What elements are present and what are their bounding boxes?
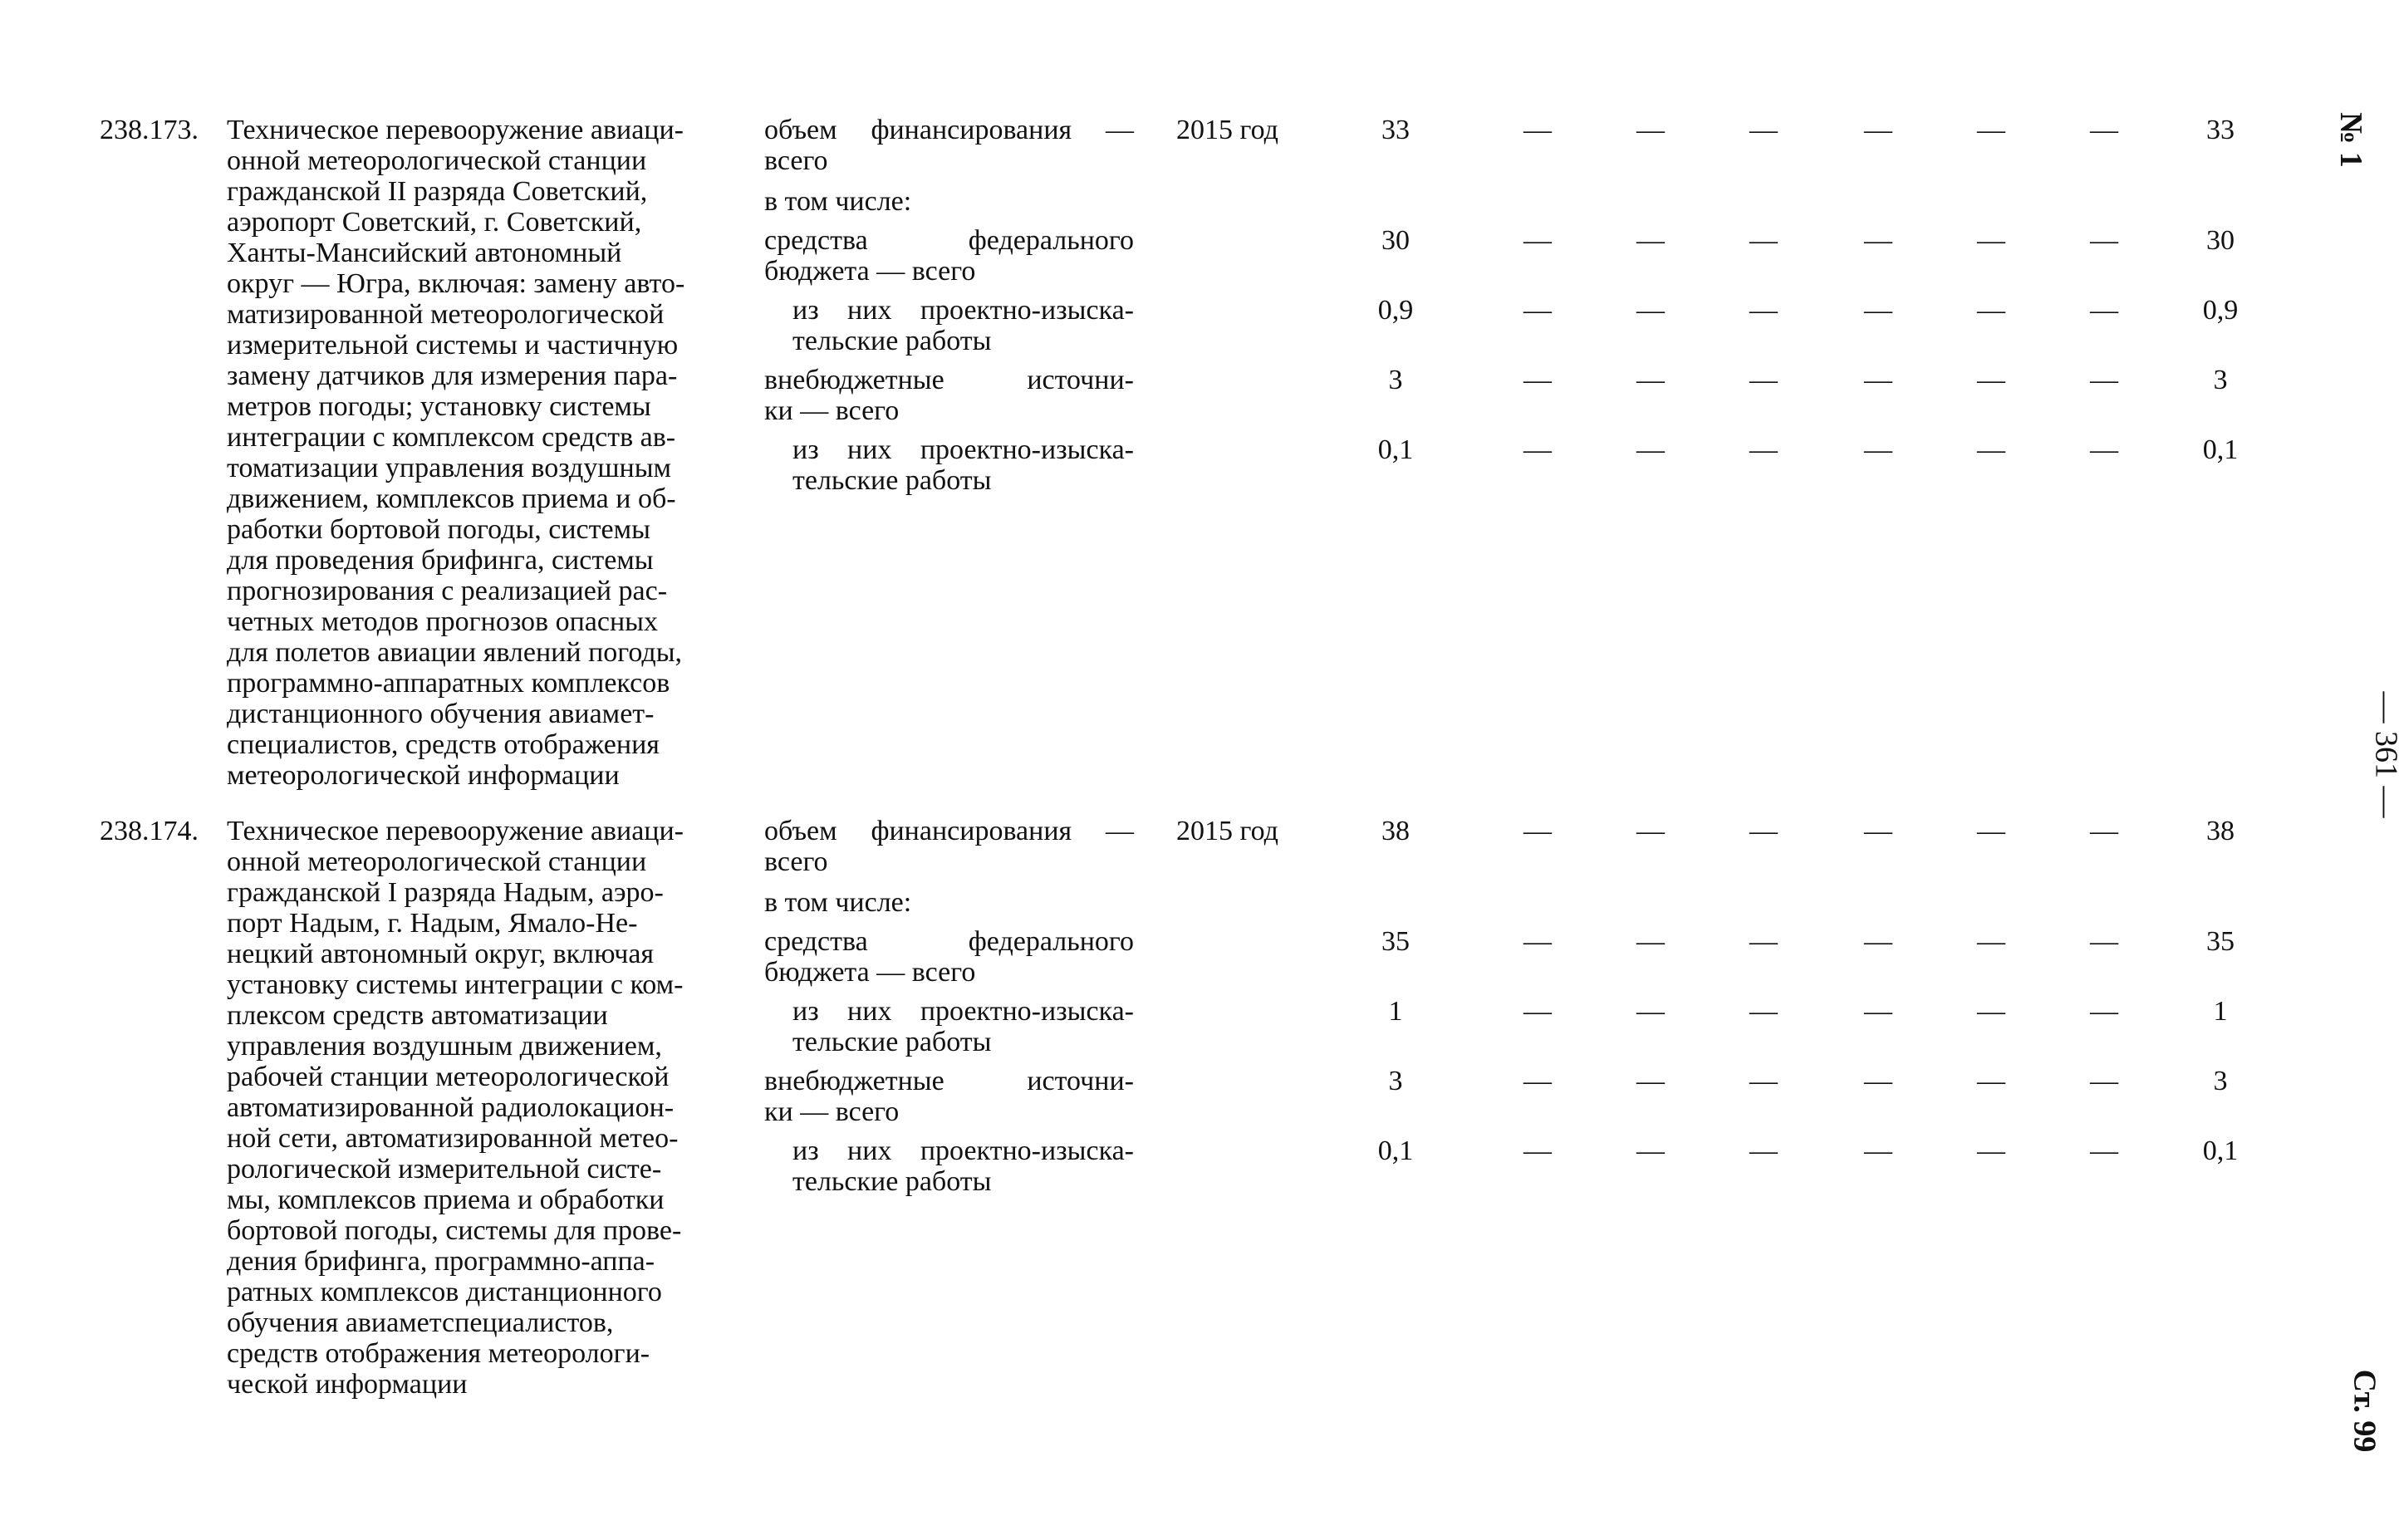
funding-label	[764, 365, 1134, 426]
value-cell: 35	[2206, 926, 2235, 957]
value-cell: 1	[1388, 996, 1403, 1027]
value-cell: —	[2090, 225, 2118, 256]
description-line: четных методов прогнозов опасных	[227, 606, 659, 637]
funding-label-line: средства федерального	[764, 225, 1134, 256]
value-cell: —	[1864, 996, 1892, 1027]
value-cell: 0,9	[1377, 295, 1414, 326]
funding-label-line: из них проектно-изыска-	[792, 1135, 1134, 1166]
funding-label	[764, 1066, 1134, 1127]
issue-number: № 1	[2333, 112, 2368, 168]
description-line: дения брифинга, программно-аппа-	[227, 1246, 655, 1277]
description-line: гражданской II разряда Советский,	[227, 176, 648, 207]
value-cell: —	[1977, 816, 2005, 846]
description-line: программно-аппаратных комплексов	[227, 668, 670, 699]
value-cell: —	[1749, 225, 1778, 256]
funding-label	[764, 295, 1134, 356]
value-cell: —	[1977, 996, 2005, 1027]
value-cell: —	[1523, 996, 1552, 1027]
value-cell: —	[2090, 365, 2118, 395]
value-cell: 33	[1381, 115, 1410, 145]
description-line: плексом средств автоматизации	[227, 1000, 608, 1031]
value-cell: —	[1977, 115, 2005, 145]
value-cell: —	[1749, 434, 1778, 465]
value-cell: 0,9	[2202, 295, 2239, 326]
value-cell: —	[1636, 115, 1665, 145]
value-cell: —	[2090, 295, 2118, 326]
value-cell: —	[1864, 295, 1892, 326]
value-cell: —	[1864, 926, 1892, 957]
funding-label-line: в том числе:	[764, 887, 912, 918]
funding-label-line: внебюджетные источни-	[764, 1066, 1134, 1096]
description-line: ческой информации	[227, 1369, 468, 1400]
description-line: гражданской I разряда Надым, аэро-	[227, 877, 664, 908]
funding-label	[764, 996, 1134, 1057]
value-cell: —	[1636, 926, 1665, 957]
funding-label-line: объем финансирования —	[764, 816, 1134, 846]
value-cell: 30	[1381, 225, 1410, 256]
funding-label-line: тельские работы	[792, 1166, 992, 1197]
value-cell: —	[1977, 1066, 2005, 1096]
description-line: метеорологической информации	[227, 760, 620, 791]
value-cell: 35	[1381, 926, 1410, 957]
value-cell: —	[1977, 434, 2005, 465]
value-cell: —	[1749, 1066, 1778, 1096]
funding-label-line: бюджета — всего	[764, 256, 976, 287]
page-number: — 361 —	[2368, 691, 2404, 818]
value-cell: —	[1864, 115, 1892, 145]
value-cell: 3	[1388, 365, 1403, 395]
value-cell: —	[2090, 816, 2118, 846]
description-line: аэропорт Советский, г. Советский,	[227, 207, 642, 238]
funding-label-line: из них проектно-изыска-	[792, 295, 1134, 326]
funding-label-line: тельские работы	[792, 326, 992, 356]
value-cell: —	[1523, 434, 1552, 465]
value-cell: —	[1636, 996, 1665, 1027]
funding-label-line: внебюджетные источни-	[764, 365, 1134, 395]
value-cell: 0,1	[1377, 434, 1414, 465]
description-line: ной сети, автоматизированной метео-	[227, 1123, 679, 1154]
description-line: замену датчиков для измерения пара-	[227, 360, 678, 391]
value-cell: —	[1523, 1066, 1552, 1096]
value-cell: —	[1636, 1066, 1665, 1096]
funding-label-line: ки — всего	[764, 395, 900, 426]
value-cell: —	[1977, 295, 2005, 326]
value-cell: —	[1523, 115, 1552, 145]
description-line: онной метеорологической станции	[227, 145, 647, 176]
value-cell: 33	[2206, 115, 2235, 145]
value-cell: —	[1864, 1135, 1892, 1166]
funding-label-line: средства федерального	[764, 926, 1134, 957]
value-cell: —	[1749, 295, 1778, 326]
funding-label	[764, 115, 1134, 176]
description-line: специалистов, средств отображения	[227, 729, 660, 760]
value-cell: —	[2090, 115, 2118, 145]
value-cell: —	[1636, 434, 1665, 465]
description-line: онной метеорологической станции	[227, 846, 647, 877]
value-cell: —	[1977, 225, 2005, 256]
description-line: дистанционного обучения авиамет-	[227, 699, 655, 729]
value-cell: 38	[1381, 816, 1410, 846]
description-line: матизированной метеорологической	[227, 299, 665, 330]
description-line: интеграции с комплексом средств ав-	[227, 422, 676, 453]
value-cell: —	[1864, 225, 1892, 256]
funding-label	[764, 186, 1134, 217]
description-line: измерительной системы и частичную	[227, 330, 679, 360]
entry-description	[227, 115, 735, 791]
value-cell: —	[1977, 926, 2005, 957]
funding-label	[764, 926, 1134, 988]
value-cell: —	[1636, 295, 1665, 326]
description-line: обучения авиаметспециалистов,	[227, 1307, 614, 1338]
description-line: нецкий автономный округ, включая	[227, 939, 655, 969]
funding-label-line: объем финансирования —	[764, 115, 1134, 145]
funding-label	[764, 434, 1134, 496]
value-cell: —	[2090, 1135, 2118, 1166]
value-cell: —	[1523, 816, 1552, 846]
description-line: движением, комплексов приема и об-	[227, 483, 676, 514]
value-cell: —	[1523, 1135, 1552, 1166]
entry-number: 238.174.	[100, 816, 199, 846]
description-line: порт Надым, г. Надым, Ямало-Не-	[227, 908, 638, 939]
description-line: рологической измерительной систе-	[227, 1154, 662, 1184]
description-line: средств отображения метеорологи-	[227, 1338, 650, 1369]
value-cell: —	[2090, 926, 2118, 957]
value-cell: —	[1749, 365, 1778, 395]
value-cell: —	[1749, 816, 1778, 846]
funding-label-line: из них проектно-изыска-	[792, 434, 1134, 465]
description-line: работки бортовой погоды, системы	[227, 514, 650, 545]
value-cell: —	[2090, 996, 2118, 1027]
description-line: рабочей станции метеорологической	[227, 1062, 670, 1092]
value-cell: —	[1523, 295, 1552, 326]
description-line: округ — Югра, включая: замену авто-	[227, 268, 685, 299]
description-line: для полетов авиации явлений погоды,	[227, 637, 683, 668]
description-line: томатизации управления воздушным	[227, 453, 672, 483]
funding-label-line: тельские работы	[792, 465, 992, 496]
description-line: прогнозирования с реализацией рас-	[227, 576, 668, 606]
entry-year: 2015 год	[1176, 816, 1278, 846]
value-cell: —	[1864, 434, 1892, 465]
value-cell: —	[2090, 1066, 2118, 1096]
funding-label-line: бюджета — всего	[764, 957, 976, 988]
value-cell: —	[1864, 816, 1892, 846]
funding-label-line: тельские работы	[792, 1027, 992, 1057]
value-cell: —	[1749, 996, 1778, 1027]
value-cell: 3	[2213, 1066, 2228, 1096]
value-cell: —	[1636, 1135, 1665, 1166]
value-cell: —	[1523, 365, 1552, 395]
article-number: Ст. 99	[2347, 1369, 2382, 1453]
description-line: управления воздушным движением,	[227, 1031, 662, 1062]
value-cell: —	[1636, 816, 1665, 846]
entry-description	[227, 816, 735, 1400]
description-line: для проведения брифинга, системы	[227, 545, 654, 576]
description-line: Техническое перевооружение авиаци-	[227, 816, 684, 846]
value-cell: —	[1749, 926, 1778, 957]
value-cell: 38	[2206, 816, 2235, 846]
value-cell: —	[1977, 1135, 2005, 1166]
value-cell: 1	[2213, 996, 2228, 1027]
funding-label-line: всего	[764, 846, 828, 877]
value-cell: 0,1	[2202, 1135, 2239, 1166]
value-cell: —	[1864, 365, 1892, 395]
entry-year: 2015 год	[1176, 115, 1278, 145]
description-line: бортовой погоды, системы для прове-	[227, 1215, 682, 1246]
description-line: установку системы интеграции с ком-	[227, 969, 684, 1000]
funding-label-line: всего	[764, 145, 828, 176]
value-cell: —	[1749, 115, 1778, 145]
value-cell: 3	[2213, 365, 2228, 395]
value-cell: —	[1977, 365, 2005, 395]
value-cell: —	[1864, 1066, 1892, 1096]
funding-label-line: в том числе:	[764, 186, 912, 217]
value-cell: 0,1	[2202, 434, 2239, 465]
description-line: ратных комплексов дистанционного	[227, 1277, 662, 1307]
value-cell: 30	[2206, 225, 2235, 256]
funding-label-line: из них проектно-изыска-	[792, 996, 1134, 1027]
value-cell: —	[1636, 225, 1665, 256]
value-cell: —	[1523, 926, 1552, 957]
funding-label	[764, 1135, 1134, 1197]
entry-number: 238.173.	[100, 115, 199, 145]
value-cell: —	[2090, 434, 2118, 465]
value-cell: 3	[1388, 1066, 1403, 1096]
description-line: Ханты-Мансийский автономный	[227, 238, 622, 268]
description-line: автоматизированной радиолокацион-	[227, 1092, 675, 1123]
description-line: метров погоды; установку системы	[227, 391, 651, 422]
value-cell: 0,1	[1377, 1135, 1414, 1166]
funding-label	[764, 816, 1134, 877]
value-cell: —	[1523, 225, 1552, 256]
funding-label	[764, 225, 1134, 287]
funding-label	[764, 887, 1134, 918]
value-cell: —	[1749, 1135, 1778, 1166]
value-cell: —	[1636, 365, 1665, 395]
funding-label-line: ки — всего	[764, 1096, 900, 1127]
description-line: мы, комплексов приема и обработки	[227, 1184, 665, 1215]
description-line: Техническое перевооружение авиаци-	[227, 115, 684, 145]
